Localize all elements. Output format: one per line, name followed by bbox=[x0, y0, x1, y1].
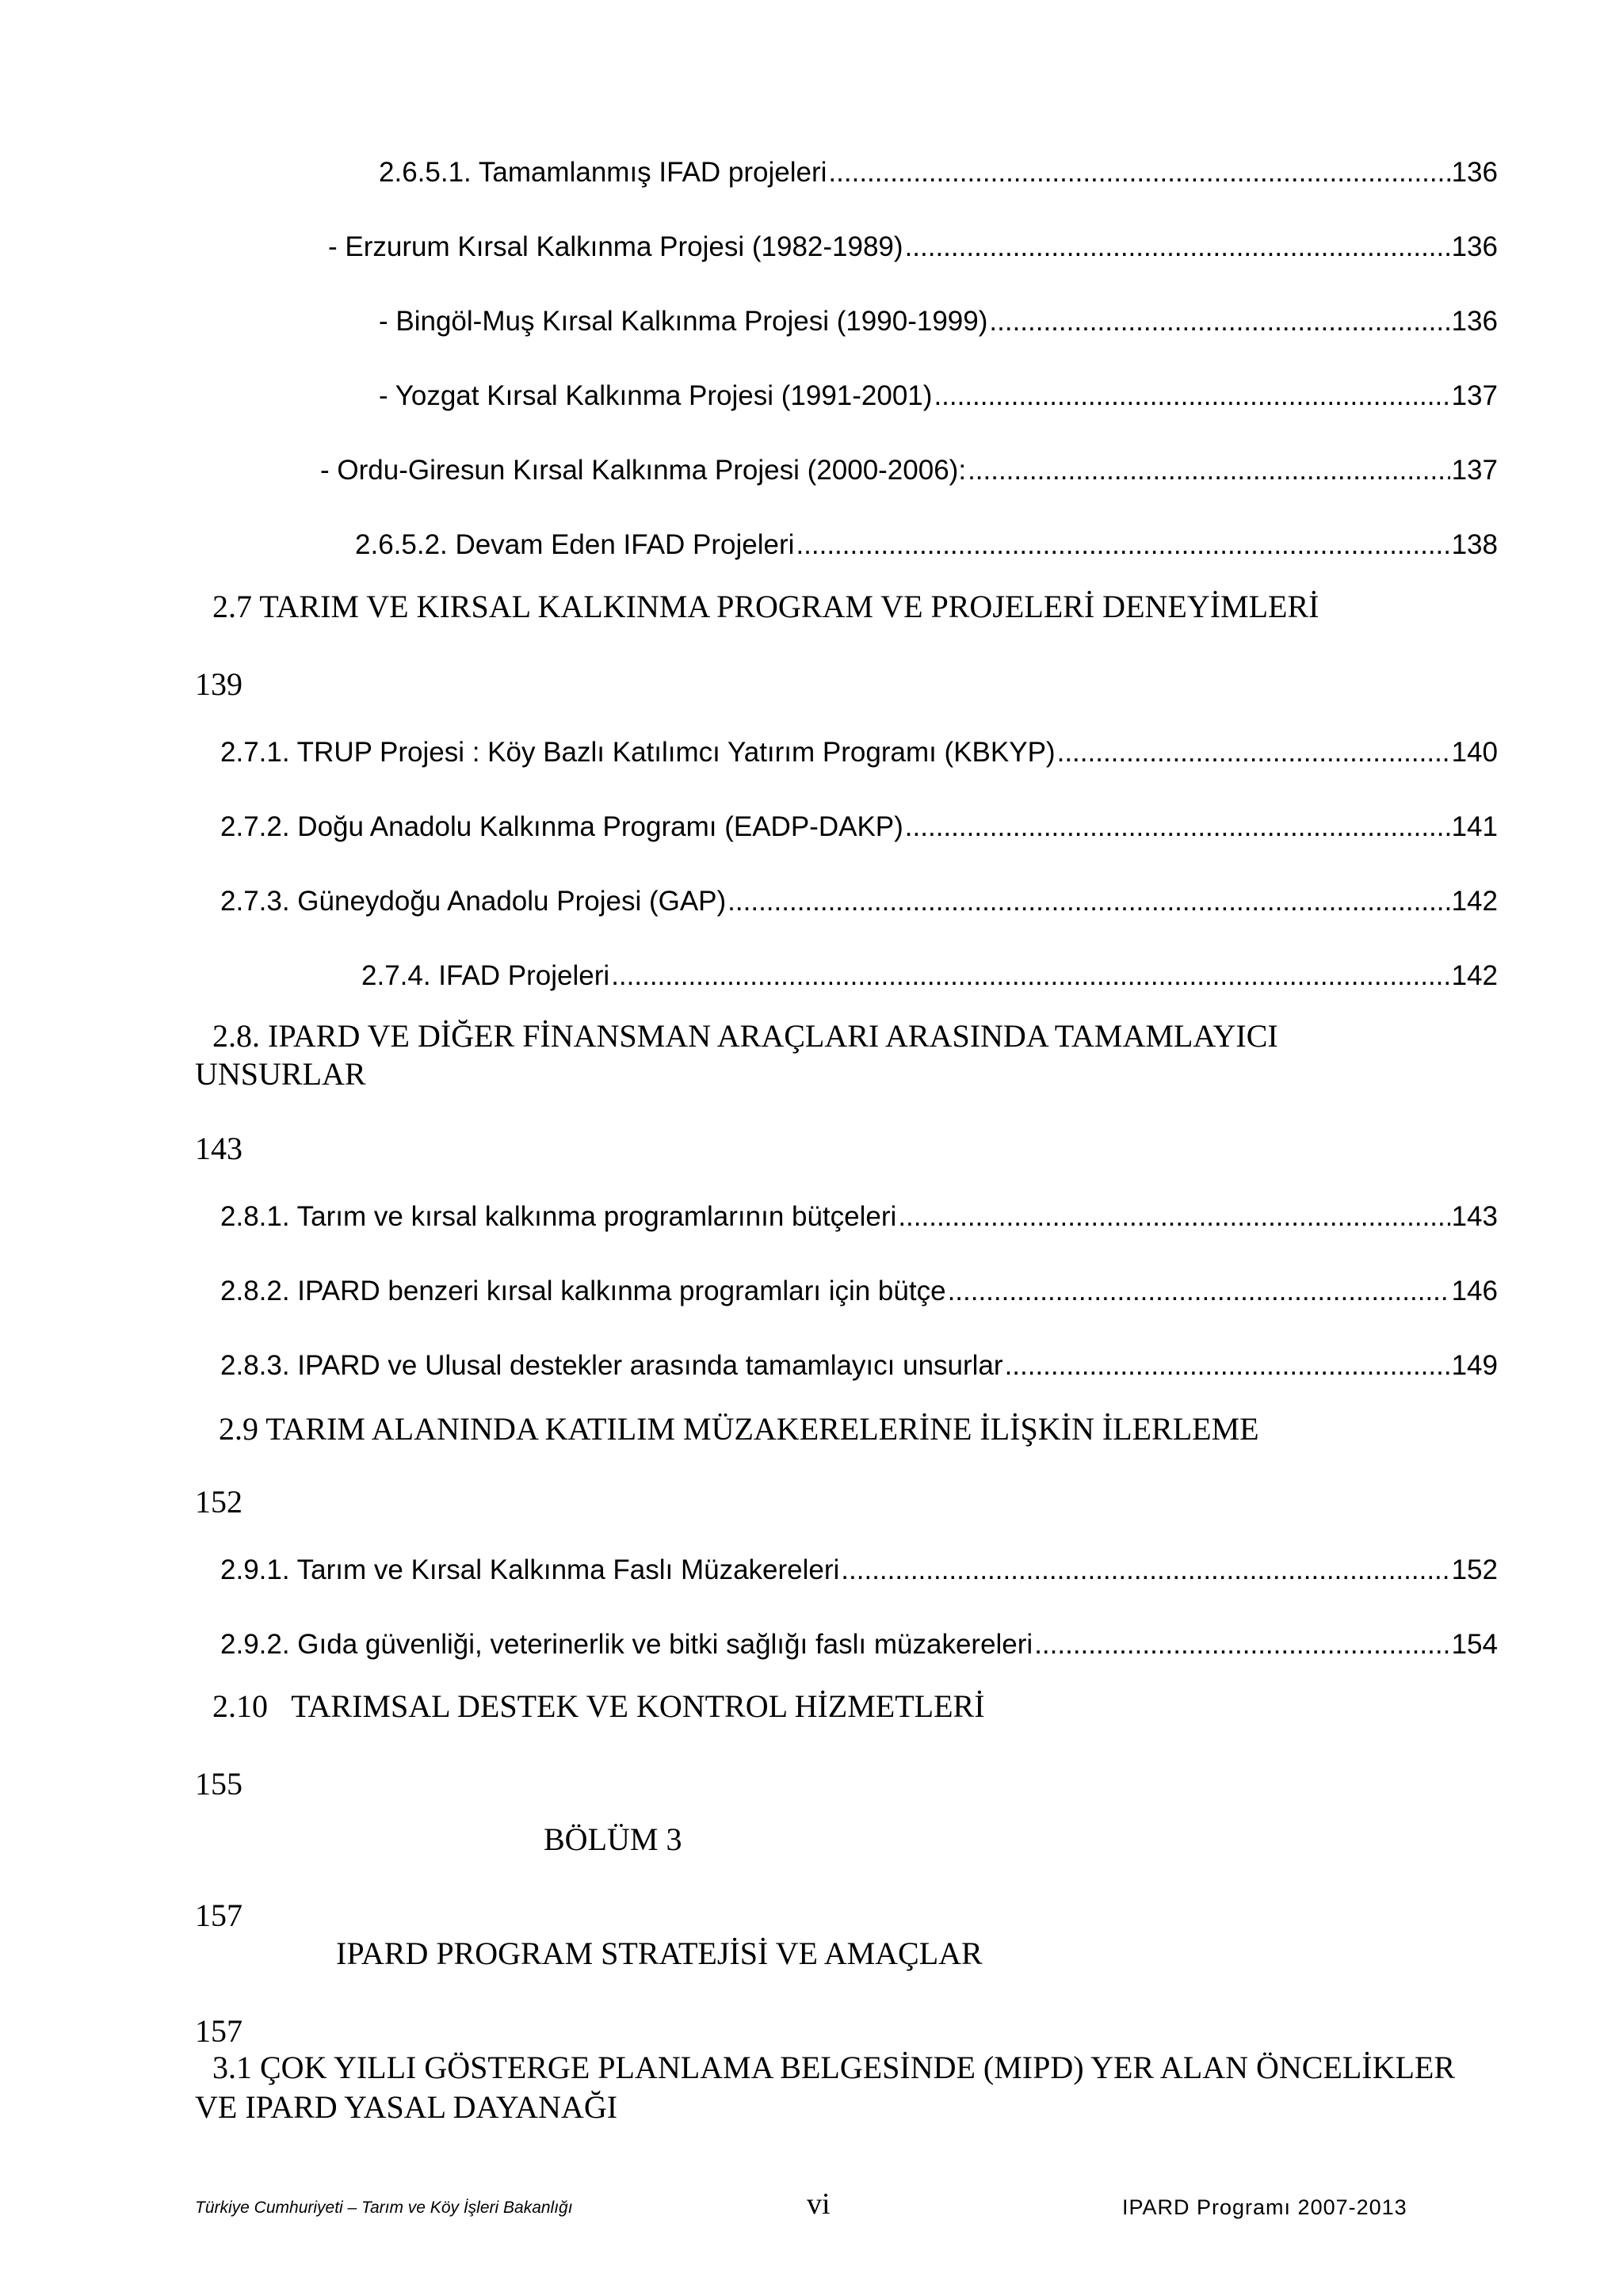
heading-page-number: 155 bbox=[195, 1766, 242, 1802]
toc-entry-page: 136 bbox=[1451, 231, 1498, 262]
dot-leader bbox=[828, 157, 1449, 189]
toc-entry bbox=[361, 960, 1498, 992]
toc-entry bbox=[220, 886, 1498, 917]
dot-leader bbox=[989, 306, 1449, 338]
toc-entry-page: 149 bbox=[1451, 1350, 1498, 1381]
toc-entry bbox=[220, 1629, 1498, 1661]
toc-entry-label: - Erzurum Kırsal Kalkınma Projesi (1982-1989) bbox=[328, 231, 903, 262]
toc-entry-label: 2.7.1. TRUP Projesi : Köy Bazlı Katılımcı Yatırım Programı (KBKYP) bbox=[220, 737, 1056, 768]
heading-page-number: 139 bbox=[195, 666, 242, 702]
toc-entry bbox=[220, 811, 1498, 843]
toc-entry-page: 146 bbox=[1451, 1276, 1498, 1306]
toc-entry-page: 142 bbox=[1451, 960, 1498, 991]
heading-page-number: 157 bbox=[195, 1897, 242, 1933]
toc-entry-page: 141 bbox=[1451, 811, 1498, 842]
section-heading-continuation: UNSURLAR bbox=[195, 1056, 366, 1092]
toc-entry-label: 2.9.2. Gıda güvenliği, veterinerlik ve bitki sağlığı faslı müzakereleri bbox=[220, 1629, 1033, 1660]
toc-entry bbox=[379, 157, 1498, 189]
dot-leader bbox=[796, 529, 1449, 561]
toc-entry bbox=[320, 455, 1498, 486]
dot-leader bbox=[934, 380, 1449, 412]
toc-entry-label: 2.8.1. Tarım ve kırsal kalkınma programlarının bütçeleri bbox=[220, 1201, 897, 1232]
toc-entry-page: 152 bbox=[1451, 1554, 1498, 1585]
toc-entry bbox=[220, 1201, 1498, 1233]
section-heading: 2.9 TARIM ALANINDA KATILIM MÜZAKERELERİNE İLİŞKİN İLERLEME bbox=[219, 1411, 1259, 1447]
toc-entry-label: 2.6.5.1. Tamamlanmış IFAD projeleri bbox=[379, 157, 827, 188]
toc-entry bbox=[220, 1554, 1498, 1586]
footer-program-title: IPARD Programı 2007-2013 bbox=[1122, 2195, 1407, 2219]
toc-entry-label: - Yozgat Kırsal Kalkınma Projesi (1991-2001) bbox=[379, 380, 933, 411]
footer-page-number: vi bbox=[807, 2187, 831, 2221]
dot-leader bbox=[841, 1554, 1449, 1586]
toc-entry bbox=[379, 380, 1498, 412]
dot-leader bbox=[968, 455, 1450, 486]
toc-entry-page: 143 bbox=[1451, 1201, 1498, 1232]
toc-entry-label: - Ordu-Giresun Kırsal Kalkınma Projesi (2000-2006): bbox=[320, 455, 967, 486]
dot-leader bbox=[727, 886, 1449, 917]
heading-page-number: 152 bbox=[195, 1484, 242, 1520]
toc-entry bbox=[328, 231, 1498, 263]
toc-entry bbox=[220, 737, 1498, 769]
dot-leader bbox=[1005, 1350, 1450, 1382]
toc-entry-label: 2.6.5.2. Devam Eden IFAD Projeleri bbox=[355, 529, 795, 560]
toc-entry-label: 2.7.3. Güneydoğu Anadolu Projesi (GAP) bbox=[220, 886, 727, 917]
section-heading: 2.10 TARIMSAL DESTEK VE KONTROL HİZMETLERİ bbox=[212, 1688, 985, 1724]
dot-leader bbox=[611, 960, 1449, 992]
toc-entry-label: 2.7.4. IFAD Projeleri bbox=[361, 960, 610, 991]
chapter-title: IPARD PROGRAM STRATEJİSİ VE AMAÇLAR bbox=[336, 1936, 983, 1971]
toc-entry-page: 137 bbox=[1451, 380, 1498, 411]
dot-leader bbox=[898, 1201, 1449, 1233]
dot-leader bbox=[1057, 737, 1450, 769]
dot-leader bbox=[1034, 1629, 1449, 1661]
section-heading: 2.8. IPARD VE DİĞER FİNANSMAN ARAÇLARI ARASINDA TAMAMLAYICI bbox=[212, 1018, 1278, 1054]
toc-entry bbox=[379, 306, 1498, 338]
section-heading-continuation: VE IPARD YASAL DAYANAĞI bbox=[195, 2089, 618, 2125]
toc-entry-label: 2.8.2. IPARD benzeri kırsal kalkınma programları için bütçe bbox=[220, 1276, 946, 1306]
heading-page-number: 143 bbox=[195, 1131, 242, 1166]
toc-entry-label: - Bingöl-Muş Kırsal Kalkınma Projesi (1990-1999) bbox=[379, 306, 988, 337]
toc-entry bbox=[220, 1276, 1498, 1307]
toc-entry-page: 136 bbox=[1451, 306, 1498, 337]
toc-entry bbox=[355, 529, 1498, 561]
toc-entry-page: 137 bbox=[1451, 455, 1498, 486]
toc-entry-page: 140 bbox=[1451, 737, 1498, 768]
footer-ministry: Türkiye Cumhuriyeti – Tarım ve Köy İşleri Bakanlığı bbox=[195, 2199, 573, 2217]
dot-leader bbox=[905, 811, 1450, 843]
dot-leader bbox=[948, 1276, 1450, 1307]
toc-entry-label: 2.7.2. Doğu Anadolu Kalkınma Programı (EADP-DAKP) bbox=[220, 811, 903, 842]
toc-entry-label: 2.9.1. Tarım ve Kırsal Kalkınma Faslı Müzakereleri bbox=[220, 1554, 840, 1585]
toc-entry-page: 136 bbox=[1451, 157, 1498, 188]
toc-entry-page: 142 bbox=[1451, 886, 1498, 917]
section-heading: 2.7 TARIM VE KIRSAL KALKINMA PROGRAM VE PROJELERİ DENEYİMLERİ bbox=[212, 589, 1319, 624]
heading-page-number: 157 bbox=[195, 2013, 242, 2049]
toc-entry-page: 138 bbox=[1451, 529, 1498, 560]
toc-entry bbox=[220, 1350, 1498, 1382]
chapter-heading: BÖLÜM 3 bbox=[544, 1821, 682, 1857]
toc-entry-label: 2.8.3. IPARD ve Ulusal destekler arasında tamamlayıcı unsurlar bbox=[220, 1350, 1003, 1381]
section-heading: 3.1 ÇOK YILLI GÖSTERGE PLANLAMA BELGESİNDE (MIPD) YER ALAN ÖNCELİKLER bbox=[212, 2050, 1456, 2085]
toc-entry-page: 154 bbox=[1451, 1629, 1498, 1660]
dot-leader bbox=[905, 231, 1450, 263]
